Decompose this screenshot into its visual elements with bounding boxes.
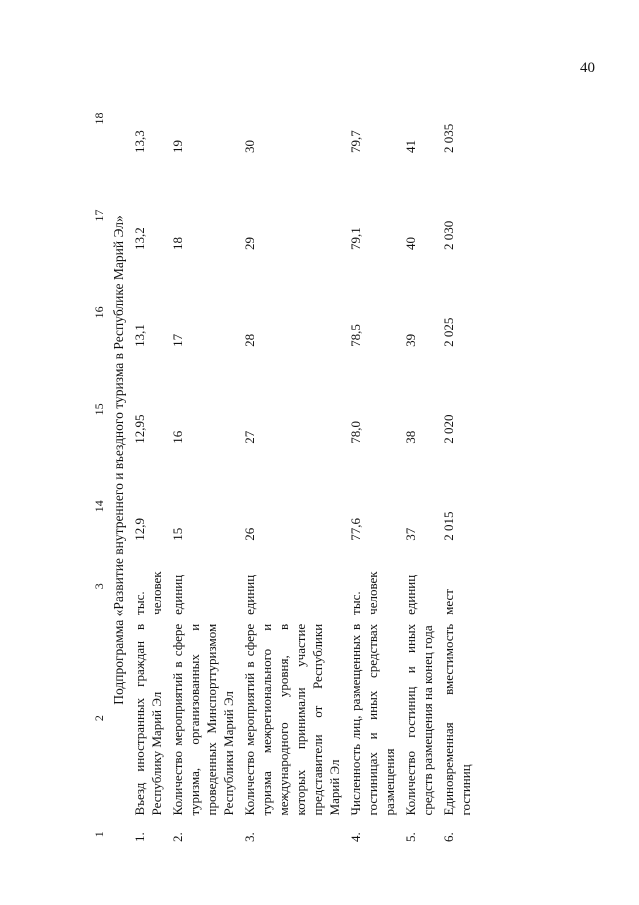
header-cell: 16: [92, 306, 106, 319]
row-number: 6.: [441, 832, 456, 842]
rotated-table-sheet: [90, 70, 580, 850]
value-cell: 79,1: [348, 227, 363, 250]
header-cell: 18: [92, 112, 106, 125]
row-number: 4.: [348, 832, 363, 842]
row-number: 1.: [132, 832, 147, 842]
unit-cell: единиц: [170, 574, 185, 615]
table-row: [167, 70, 239, 850]
value-cell: 2 015: [441, 511, 456, 541]
indicator-name: Единовременная вместимость гостиниц: [441, 623, 473, 816]
value-cell: 2 035: [441, 123, 456, 154]
header-row: [90, 70, 108, 850]
value-cell: 12,9: [132, 517, 147, 541]
subprogram-title: Подпрограмма «Развитие внутреннего и въездного туризма в Республике Марий Эл»: [111, 215, 126, 705]
value-cell: 78,5: [348, 324, 363, 347]
indicator-name: Количество мероприятий в сфере туризма межрегионального и международного уровня, в которых принимали участие представители от Республики Марий Эл: [242, 623, 342, 816]
unit-cell: единиц: [403, 574, 418, 615]
header-cell: 1: [92, 831, 106, 838]
value-cell: 29: [242, 236, 257, 250]
value-cell: 13,3: [132, 130, 147, 154]
value-cell: 37: [403, 527, 418, 541]
header-cell: 3: [92, 583, 106, 590]
subprogram-row: [108, 70, 129, 850]
value-cell: 15: [170, 527, 185, 541]
unit-cell: единиц: [242, 574, 257, 615]
header-cell: 17: [92, 209, 106, 222]
value-cell: 17: [170, 333, 185, 347]
value-cell: 2 025: [441, 317, 456, 347]
value-cell: 13,2: [132, 227, 147, 250]
value-cell: 26: [242, 527, 257, 541]
indicator-name: Количество гостиниц и иных средств размещения на конец года: [403, 623, 435, 816]
header-cell: 14: [92, 500, 106, 513]
value-cell: 30: [242, 140, 257, 154]
value-cell: 38: [403, 430, 418, 444]
unit-cell: тыс. человек: [132, 571, 164, 615]
table-row: [400, 70, 438, 850]
indicators-table: [90, 70, 476, 850]
value-cell: 41: [403, 140, 418, 154]
indicator-name: Численность лиц, размещенных в гостиницах и иных средствах размещения: [348, 623, 397, 816]
page-number: 40: [580, 60, 595, 76]
row-number: 5.: [403, 832, 418, 842]
header-cell: 15: [92, 403, 106, 416]
value-cell: 13,1: [132, 324, 147, 347]
row-number: 2.: [170, 832, 185, 842]
value-cell: 77,6: [348, 517, 363, 541]
unit-cell: тыс. человек: [348, 571, 380, 615]
header-cell: 2: [92, 715, 106, 722]
value-cell: 2 020: [441, 414, 456, 444]
table-row: [129, 70, 167, 850]
table-row: [345, 70, 400, 850]
value-cell: 40: [403, 236, 418, 250]
indicator-name: Въезд иностранных граждан в Республику Марий Эл: [132, 623, 164, 816]
value-cell: 39: [403, 333, 418, 347]
value-cell: 27: [242, 430, 257, 444]
value-cell: 78,0: [348, 421, 363, 444]
value-cell: 18: [170, 236, 185, 250]
table-row: [438, 70, 476, 850]
table-body: [129, 70, 476, 850]
value-cell: 79,7: [348, 130, 363, 154]
value-cell: 28: [242, 333, 257, 347]
value-cell: 19: [170, 140, 185, 154]
row-number: 3.: [242, 832, 257, 842]
unit-cell: мест: [441, 589, 456, 615]
value-cell: 2 030: [441, 220, 456, 250]
value-cell: 16: [170, 430, 185, 444]
value-cell: 12,95: [132, 414, 147, 444]
indicator-name: Количество мероприятий в сфере туризма, организованных и проведенных Минспорттуризмом Республики Марий Эл: [170, 623, 236, 816]
table-row: [239, 70, 345, 850]
